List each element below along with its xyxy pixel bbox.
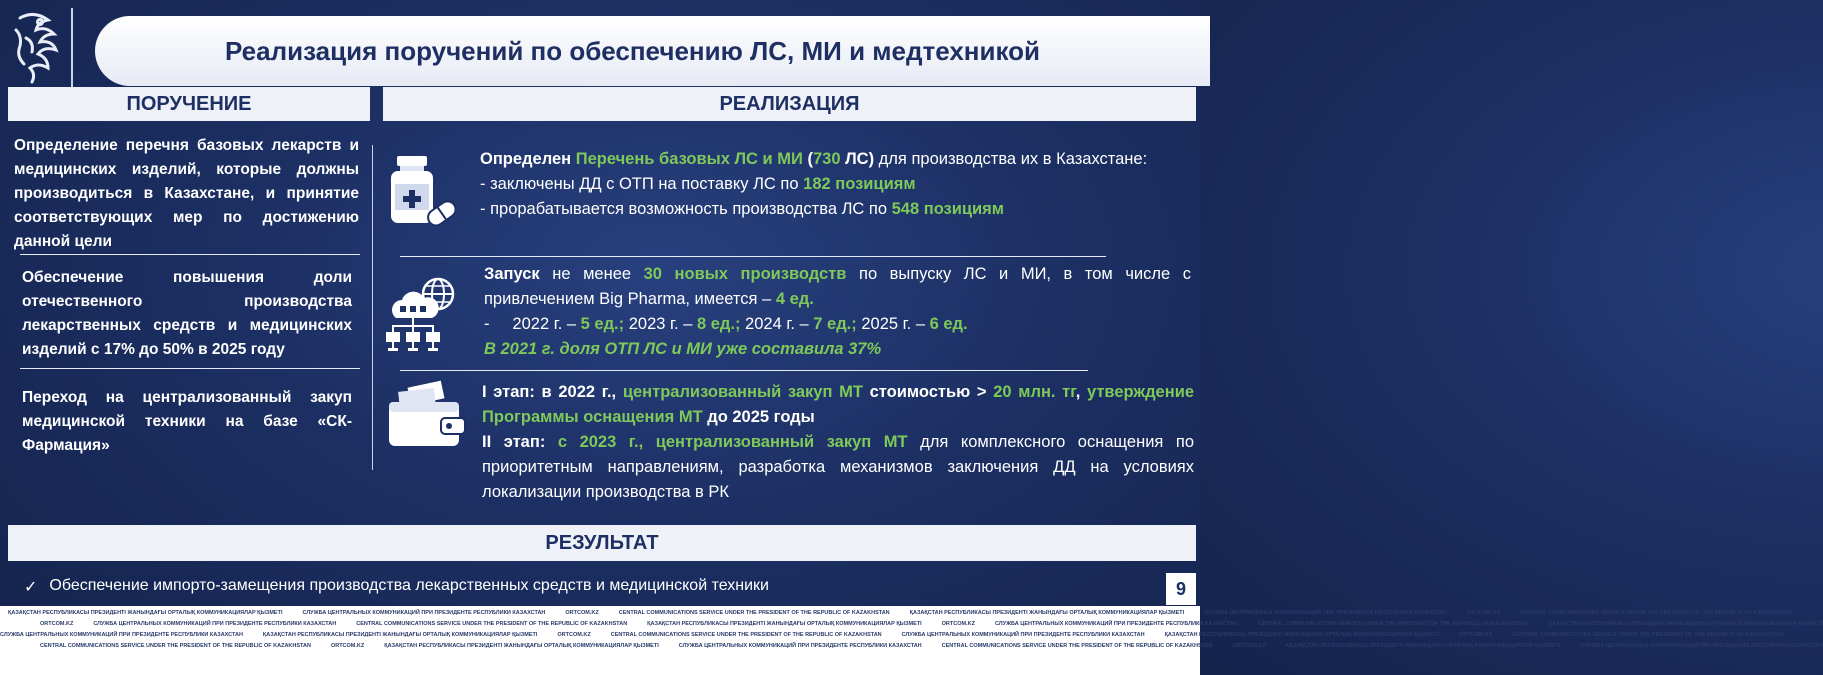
r2-year-2022: - 2022 г. –	[484, 315, 581, 333]
footer-text: ORTCOM.KZ	[330, 643, 365, 649]
footer-text: ORTCOM.KZ	[565, 610, 599, 616]
result-text: Обеспечение импорто-замещения производства лекарственных средств и медицинской техники	[49, 577, 769, 594]
r3-stage2-text: для комплексного оснащения по приоритетным направлениям, разработка механизмов заключения ДД на условиях локализации производства в РК	[482, 433, 1195, 501]
r1-paren: (	[802, 150, 813, 168]
realization-item-2	[484, 262, 1191, 362]
footer-text: ORTCOM.KZ	[1232, 643, 1266, 649]
footer-text: ҚАЗАҚСТАН РЕСПУБЛИКАСЫ ПРЕЗИДЕНТІ ЖАНЫНДАҒЫ ОРТАЛЫҚ КОММУНИКАЦИЯЛАР ҚЫЗМЕТІ	[8, 610, 283, 616]
header-poruchenie: ПОРУЧЕНИЕ	[8, 87, 370, 121]
footer-text: СЛУЖБА ЦЕНТРАЛЬНЫХ КОММУНИКАЦИЙ ПРИ ПРЕЗИДЕНТЕ РЕСПУБЛИКИ КАЗАХСТАН	[678, 643, 922, 649]
footer-text: СЛУЖБА ЦЕНТРАЛЬНЫХ КОММУНИКАЦИЙ ПРИ ПРЕЗИДЕНТЕ РЕСПУБЛИКИ КАЗАХСТАН	[901, 632, 1145, 638]
r2-val-2023: 8 ед.;	[696, 315, 741, 333]
footer-text: ORTCOM.KZ	[941, 621, 975, 627]
footer-text: ҚАЗАҚСТАН РЕСПУБЛИКАСЫ ПРЕЗИДЕНТІ ЖАНЫНДАҒЫ ОРТАЛЫҚ КОММУНИКАЦИЯЛАР ҚЫЗМЕТІ	[1164, 632, 1440, 638]
footer-text: СЛУЖБА ЦЕНТРАЛЬНЫХ КОММУНИКАЦИЙ ПРИ ПРЕЗИДЕНТЕ РЕСПУБЛИКИ КАЗАХСТАН	[302, 610, 546, 616]
logo-divider	[71, 8, 73, 96]
wallet-icon	[385, 380, 467, 452]
r1-highlight-730: 730	[812, 150, 841, 168]
title-bar	[95, 16, 1210, 86]
footer-text: СЛУЖБА ЦЕНТРАЛЬНЫХ КОММУНИКАЦИЙ ПРИ ПРЕЗИДЕНТЕ РЕСПУБЛИКИ КАЗАХСТАН	[93, 621, 337, 627]
r3-highlight-2023: с 2023 г., централизованный закуп МТ	[557, 433, 908, 451]
footer-text: ҚАЗАҚСТАН РЕСПУБЛИКАСЫ ПРЕЗИДЕНТІ ЖАНЫНДАҒЫ ОРТАЛЫҚ КОММУНИКАЦИЯЛАР ҚЫЗМЕТІ	[647, 621, 922, 627]
r1-highlight-182: 182 позициям	[803, 175, 916, 193]
left-item-1: Определение перечня базовых лекарств и медицинских изделий, которые должны производиться в Казахстане, и принятие соответствующих мер по достижению данной цели	[14, 137, 359, 250]
footer-text: ORTCOM.KZ	[1467, 610, 1501, 616]
r1-highlight-548: 548 позициям	[891, 200, 1005, 218]
footer-text: CENTRAL COMMUNICATIONS SERVICE UNDER THE PRESIDENT OF THE REPUBLIC OF KAZAKHSTAN	[618, 610, 890, 616]
r3-text-do-2025: до 2025 годы	[702, 408, 815, 426]
r1-text-opredelen: Определен	[480, 150, 576, 168]
r3-text-stoimost: стоимостью >	[862, 383, 994, 401]
footer-text: ҚАЗАҚСТАН РЕСПУБЛИКАСЫ ПРЕЗИДЕНТІ ЖАНЫНДАҒЫ ОРТАЛЫҚ КОММУНИКАЦИЯЛАР ҚЫЗМЕТІ	[262, 632, 538, 638]
header-rezultat: РЕЗУЛЬТАТ	[8, 525, 1196, 561]
r1-line2-text: - заключены ДД с ОТП на поставку ЛС по	[480, 175, 804, 193]
footer-text: CENTRAL COMMUNICATIONS SERVICE UNDER THE PRESIDENT OF THE REPUBLIC OF KAZAKHSTAN	[1520, 610, 1792, 616]
checkmark-icon: ✓	[24, 579, 38, 596]
footer-text: ORTCOM.KZ	[557, 632, 591, 638]
footer-text: СЛУЖБА ЦЕНТРАЛЬНЫХ КОММУНИКАЦИЙ ПРИ ПРЕЗИДЕНТЕ РЕСПУБЛИКИ КАЗАХСТАН	[1204, 610, 1448, 616]
r1-highlight-perechen: Перечень базовых ЛС и МИ	[575, 150, 803, 168]
footer-text: CENTRAL COMMUNICATIONS SERVICE UNDER THE PRESIDENT OF THE REPUBLIC OF KAZAKHSTAN	[1512, 632, 1784, 638]
footer-text: СЛУЖБА ЦЕНТРАЛЬНЫХ КОММУНИКАЦИЙ ПРИ ПРЕЗИДЕНТЕ РЕСПУБЛИКИ КАЗАХСТАН	[1580, 643, 1823, 649]
medicine-bottle-icon	[387, 152, 457, 232]
r3-comma: ,	[1075, 383, 1087, 401]
r3-highlight-20mln: 20 млн. тг	[993, 383, 1076, 401]
footer-watermark	[0, 606, 1823, 675]
footer-text: ORTCOM.KZ	[1459, 632, 1493, 638]
r3-highlight-programma: утверждение Программы оснащения МТ	[482, 383, 1195, 426]
r2-year-2024: 2024 г. –	[740, 315, 814, 333]
r2-highlight-4: 4 ед.	[775, 290, 814, 308]
page-number: 9	[1166, 573, 1196, 605]
r2-year-2025: 2025 г. –	[856, 315, 930, 333]
r1-line3-text: - прорабатывается возможность производства ЛС по	[480, 200, 892, 218]
r2-val-2024: 7 ед.;	[813, 315, 857, 333]
r2-highlight-30: 30 новых производств	[643, 265, 847, 283]
r2-text-po-vypusku: по выпуску ЛС и МИ, в том числе с привлечением Big Pharma, имеется –	[484, 265, 1191, 308]
right-divider-1	[400, 256, 1106, 257]
footer-text: CENTRAL COMMUNICATIONS SERVICE UNDER THE PRESIDENT OF THE REPUBLIC OF KAZAKHSTAN	[40, 643, 311, 649]
page-title: Реализация поручений по обеспечению ЛС, МИ и медтехникой	[224, 35, 1041, 66]
footer-text: CENTRAL COMMUNICATIONS SERVICE UNDER THE PRESIDENT OF THE REPUBLIC OF KAZAKHSTAN	[610, 632, 882, 638]
result-line	[24, 577, 769, 597]
r2-val-2022: 5 ед.;	[580, 315, 625, 333]
header-realizaciya: РЕАЛИЗАЦИЯ	[383, 87, 1196, 121]
footer-text: СЛУЖБА ЦЕНТРАЛЬНЫХ КОММУНИКАЦИЙ ПРИ ПРЕЗИДЕНТЕ РЕСПУБЛИКИ КАЗАХСТАН	[994, 621, 1238, 627]
column-divider	[372, 145, 373, 470]
realization-item-3	[482, 380, 1194, 505]
footer-text: ҚАЗАҚСТАН РЕСПУБЛИКАСЫ ПРЕЗИДЕНТІ ЖАНЫНДАҒЫ ОРТАЛЫҚ КОММУНИКАЦИЯЛАР ҚЫЗМЕТІ	[384, 643, 659, 649]
r2-year-2023: 2023 г. –	[624, 315, 697, 333]
footer-text: CENTRAL COMMUNICATIONS SERVICE UNDER THE PRESIDENT OF THE REPUBLIC OF KAZAKHSTAN	[1257, 621, 1529, 627]
r1-text-dlya: для производства их в Казахстане:	[874, 150, 1148, 168]
left-divider-2	[20, 368, 360, 369]
footer-text: СЛУЖБА ЦЕНТРАЛЬНЫХ КОММУНИКАЦИЙ ПРИ ПРЕЗИДЕНТЕ РЕСПУБЛИКИ КАЗАХСТАН	[0, 632, 243, 638]
r1-text-ls: ЛС)	[840, 150, 875, 168]
footer-text: CENTRAL COMMUNICATIONS SERVICE UNDER THE PRESIDENT OF THE REPUBLIC OF KAZAKHSTAN	[356, 621, 628, 627]
r2-val-2025: 6 ед.	[929, 315, 968, 333]
footer-text: ҚАЗАҚСТАН РЕСПУБЛИКАСЫ ПРЕЗИДЕНТІ ЖАНЫНДАҒЫ ОРТАЛЫҚ КОММУНИКАЦИЯЛАР ҚЫЗМЕТІ	[1285, 643, 1561, 649]
r3-stage1-label: I этап: в 2022 г.,	[482, 383, 623, 401]
right-divider-2	[400, 370, 1088, 371]
realization-item-1	[480, 147, 1192, 222]
r2-share-statement: В 2021 г. доля ОТП ЛС и МИ уже составила 37%	[484, 340, 882, 358]
footer-text: ҚАЗАҚСТАН РЕСПУБЛИКАСЫ ПРЕЗИДЕНТІ ЖАНЫНДАҒЫ ОРТАЛЫҚ КОММУНИКАЦИЯЛАР ҚЫЗМЕТІ	[1548, 621, 1823, 627]
left-item-3: Переход на централизованный закуп медицинской техники на базе «СК-Фармация»	[22, 389, 352, 454]
r2-text-zapusk: Запуск	[484, 265, 540, 283]
footer-text: ҚАЗАҚСТАН РЕСПУБЛИКАСЫ ПРЕЗИДЕНТІ ЖАНЫНДАҒЫ ОРТАЛЫҚ КОММУНИКАЦИЯЛАР ҚЫЗМЕТІ	[909, 610, 1185, 616]
left-item-2: Обеспечение повышения доли отечественного производства лекарственных средств и медицинских изделий с 17% до 50% в 2025 году	[22, 269, 352, 358]
r2-text-ne-menee: не менее	[539, 265, 644, 283]
footer-text: CENTRAL COMMUNICATIONS SERVICE UNDER THE PRESIDENT OF THE REPUBLIC OF KAZAKHSTAN	[941, 643, 1213, 649]
logo-emblem	[6, 8, 62, 88]
r3-highlight-zakup: централизованный закуп МТ	[622, 383, 863, 401]
cloud-network-icon	[382, 276, 462, 356]
r3-stage2-label: II этап:	[482, 433, 558, 451]
left-divider-1	[20, 254, 360, 255]
footer-text: ORTCOM.KZ	[40, 621, 74, 627]
